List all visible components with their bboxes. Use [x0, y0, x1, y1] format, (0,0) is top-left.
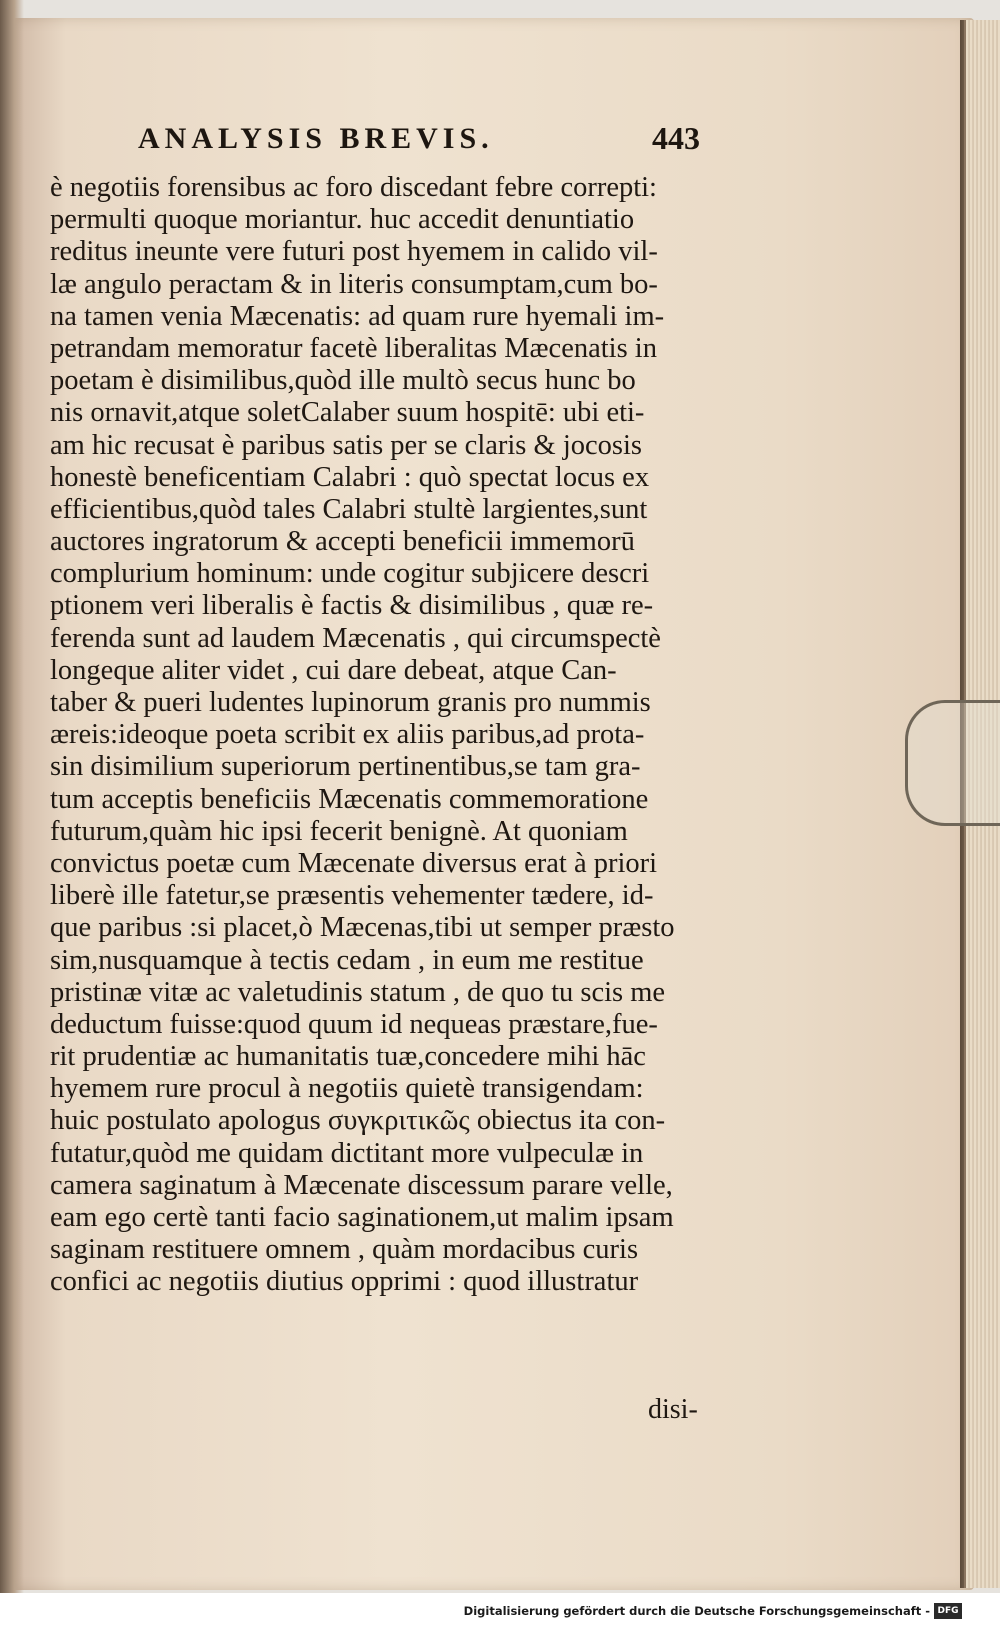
text-line: que paribus :si placet,ò Mæcenas,tibi ut semper præsto: [50, 912, 675, 944]
digitization-footer: [0, 1593, 1000, 1627]
text-line: sin disimilium superiorum pertinentibus,se tam gra-: [50, 751, 641, 783]
text-line: convictus poetæ cum Mæcenate diversus erat à priori: [50, 847, 658, 879]
text-line: ferenda sunt ad laudem Mæcenatis , qui circumspectè: [50, 622, 661, 654]
footer-credit: Digitalisierung gefördert durch die Deutsche Forschungsgemeinschaft -: [463, 1604, 930, 1618]
text-line: nis ornavit,atque soletCalaber suum hospitē: ubi eti-: [50, 397, 645, 429]
text-line: æreis:ideoque poeta scribit ex aliis paribus,ad prota-: [50, 719, 645, 751]
text-line: eam ego certè tanti facio saginationem,ut malim ipsam: [50, 1202, 674, 1233]
text-line: complurium hominum: unde cogitur subjicere descri: [50, 558, 650, 590]
binding-shadow: [0, 0, 24, 1627]
text-line: honestè beneficentiam Calabri : quò spectat locus ex: [50, 461, 650, 493]
dfg-logo: DFG: [934, 1603, 962, 1619]
text-line: petrandam memoratur facetè liberalitas Mæcenatis in: [50, 332, 657, 364]
text-line: rit prudentiæ ac humanitatis tuæ,concedere mihi hāc: [50, 1041, 646, 1073]
text-line: hyemem rure procul à negotiis quietè transigendam:: [50, 1073, 644, 1105]
text-line: huic postulato apologus συγκριτικῶς obiectus ita con-: [50, 1105, 666, 1137]
text-line: poetam è disimilibus,quòd ille multò secus hunc bo: [50, 365, 636, 397]
text-line: na tamen venia Mæcenatis: ad quam rure hyemali im-: [50, 300, 665, 332]
text-line: longeque aliter videt , cui dare debeat, atque Can-: [50, 654, 617, 686]
page-clip: [905, 700, 1000, 826]
body-text: [50, 172, 730, 1299]
text-line: è negotiis forensibus ac foro discedant febre correpti:: [50, 172, 657, 203]
page-number: 443: [652, 120, 700, 156]
text-line: taber & pueri ludentes lupinorum granis pro nummis: [50, 687, 651, 718]
text-line: sim,nusquamque à tectis cedam , in eum me restitue: [50, 944, 644, 976]
text-line: efficientibus,quòd tales Calabri stultè largientes,sunt: [50, 493, 648, 525]
text-line: reditus ineunte vere futuri post hyemem in calido vil-: [50, 236, 658, 268]
text-line: læ angulo peractam & in literis consumptam,cum bo-: [50, 268, 658, 300]
text-line: tum acceptis beneficiis Mæcenatis commemoratione: [50, 783, 649, 815]
text-line: am hic recusat è paribus satis per se claris & jocosis: [50, 429, 642, 461]
text-line: auctores ingratorum & accepti beneficii immemorū: [50, 526, 635, 558]
text-line: liberè ille fatetur,se præsentis vehementer tædere, id-: [50, 880, 654, 912]
text-line: saginam restituere omnem , quàm mordacibus curis: [50, 1234, 639, 1266]
text-line: futatur,quòd me quidam dictitant more vulpeculæ in: [50, 1137, 644, 1169]
text-line: camera saginatum à Mæcenate discessum parare velle,: [50, 1169, 673, 1201]
text-line: deductum fuisse:quod quum id nequeas præstare,fue-: [50, 1008, 658, 1040]
catchword: disi-: [648, 1394, 698, 1425]
running-head: ANALYSIS BREVIS.: [138, 122, 494, 155]
text-line: pristinæ vitæ ac valetudinis statum , de quo tu scis me: [50, 976, 666, 1008]
text-line: permulti quoque moriantur. huc accedit denuntiatio: [50, 204, 635, 236]
text-line: futurum,quàm hic ipsi fecerit benignè. At quoniam: [50, 815, 628, 847]
text-line: confici ac negotiis diutius opprimi : quod illustratur: [50, 1266, 639, 1298]
text-line: ptionem veri liberalis è factis & disimilibus , quæ re-: [50, 590, 654, 622]
